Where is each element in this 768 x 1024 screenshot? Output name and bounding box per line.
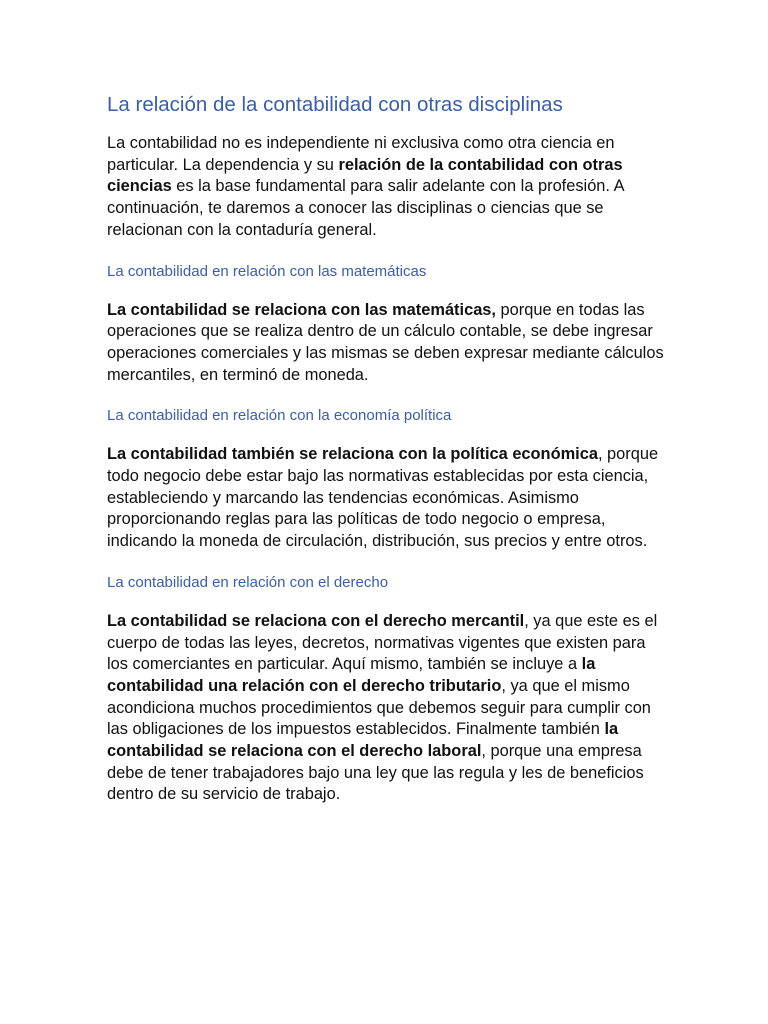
section-paragraph-derecho <box>107 611 667 806</box>
section-paragraph-matematicas <box>107 300 667 387</box>
intro-text-1: La contabilidad no es independiente ni exclusiva como otra ciencia en particular. La dependencia y su <box>107 134 615 174</box>
matematicas-bold-1: La contabilidad se relaciona con las matemáticas, <box>107 300 496 319</box>
derecho-bold-1: La contabilidad se relaciona con el derecho mercantil <box>107 611 525 630</box>
document-title: La relación de la contabilidad con otras disciplinas <box>107 93 563 116</box>
intro-paragraph <box>107 133 667 242</box>
section-heading-matematicas: La contabilidad en relación con las matemáticas <box>107 262 427 280</box>
section-heading-derecho: La contabilidad en relación con el derecho <box>107 573 389 591</box>
economia-bold-1: La contabilidad también se relaciona con la política económica <box>107 445 598 464</box>
intro-text-2: es la base fundamental para salir adelante con la profesión. A continuación, te daremos a conocer las disciplinas o ciencias que se relacionan con la contaduría general. <box>107 177 624 239</box>
derecho-text-2: , ya que el mismo acondiciona muchos procedimientos que debemos seguir para cumplir con las obligaciones de los impuestos establecidos. Finalmente también <box>107 676 651 739</box>
matematicas-text-1: porque en todas las operaciones que se realiza dentro de un cálculo contable, se debe ingresar operaciones comerciales y las mismas se deben expresar mediante cálculos mercantiles, en terminó de moneda. <box>107 300 664 384</box>
derecho-bold-2: la contabilidad una relación con el derecho tributario <box>107 655 596 695</box>
derecho-text-1: , ya que este es el cuerpo de todas las leyes, decretos, normativas vigentes que existen para los comerciantes en particular. Aquí mismo, también se incluye a <box>107 611 658 674</box>
derecho-text-3: , porque una empresa debe de tener trabajadores bajo una ley que las regula y les de beneficios dentro de su servicio de trabajo. <box>107 742 644 804</box>
document-page <box>107 91 667 806</box>
economia-text-1: , porque todo negocio debe estar bajo las normativas establecidas por esta ciencia, estableciendo y marcando las tendencias económicas. Asimismo proporcionando reglas para las políticas de todo negocio o empresa, indicando la moneda de circulación, distribución, sus precios y entre otros. <box>107 445 659 551</box>
section-paragraph-economia <box>107 444 667 553</box>
derecho-bold-3: la contabilidad se relaciona con el derecho laboral <box>107 720 619 761</box>
intro-bold-1: relación de la contabilidad con otras ciencias <box>107 155 623 196</box>
section-heading-economia: La contabilidad en relación con la economía política <box>107 407 452 425</box>
